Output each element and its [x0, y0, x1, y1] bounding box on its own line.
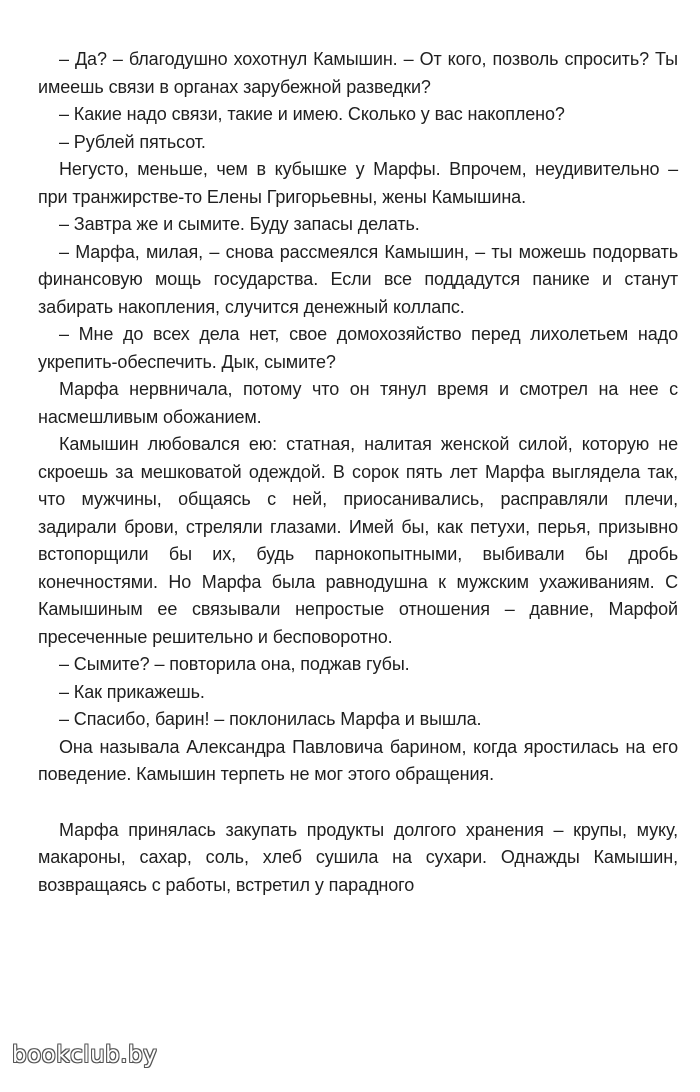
- paragraph: Марфа принялась закупать продукты долгого хранения – крупы, муку, макароны, сахар, соль, хлеб сушила на сухари. Однажды Камышин, возвращаясь с работы, встретил у парадного: [38, 819, 678, 895]
- paragraph: – Рублей пятьсот.: [59, 131, 206, 152]
- paragraph: Марфа нервничала, потому что он тянул время и смотрел на нее с насмешливым обожанием.: [38, 379, 678, 427]
- paragraph: – Завтра же и сымите. Буду запасы делать.: [59, 214, 420, 234]
- paragraph: – Марфа, милая, – снова рассмеялся Камышин, – ты можешь подорвать финансовую мощь государства. Если все поддадутся панике и станут забирать накопления, случится денежный коллапс.: [38, 241, 678, 317]
- paragraph: – Спасибо, барин! – поклонилась Марфа и вышла.: [59, 709, 482, 729]
- paragraph: – Как прикажешь.: [59, 681, 205, 702]
- watermark-logo: bookclub.by: [12, 1042, 158, 1068]
- paragraph: – Да? – благодушно хохотнул Камышин. – От кого, позволь спросить? Ты имеешь связи в органах зарубежной разведки?: [38, 49, 678, 97]
- section-break: [38, 789, 678, 817]
- paragraph: Она называла Александра Павловича барином, когда яростилась на его поведение. Камышин терпеть не мог этого обращения.: [38, 736, 678, 784]
- paragraph: – Мне до всех дела нет, свое домохозяйство перед лихолетьем надо укрепить-обеспечить. Дык, сымите?: [38, 324, 678, 372]
- paragraph: – Какие надо связи, такие и имею. Сколько у вас накоплено?: [59, 104, 565, 124]
- paragraph: Негусто, меньше, чем в кубышке у Марфы. Впрочем, неудивительно – при транжирстве-то Елены Григорьевны, жены Камышина.: [38, 159, 678, 207]
- paragraph: – Сымите? – повторила она, поджав губы.: [59, 654, 410, 674]
- book-page-text: [38, 46, 678, 899]
- paragraph: Камышин любовался ею: статная, налитая женской силой, которую не скроешь за мешковатой одеждой. В сорок пять лет Марфа выглядела так, что мужчины, общаясь с ней, приосанивались, расправляли плечи, задирали брови, стреляли глазами. Имей бы, как петухи, перья, призывно встопорщили бы их, будь парнокопытными, выбивали бы дробь конечностями. Но Марфа была равнодушна к мужским ухаживаниям. С Камышиным ее связывали непростые отношения – давние, Марфой пресеченные решительно и бесповоротно.: [38, 434, 678, 647]
